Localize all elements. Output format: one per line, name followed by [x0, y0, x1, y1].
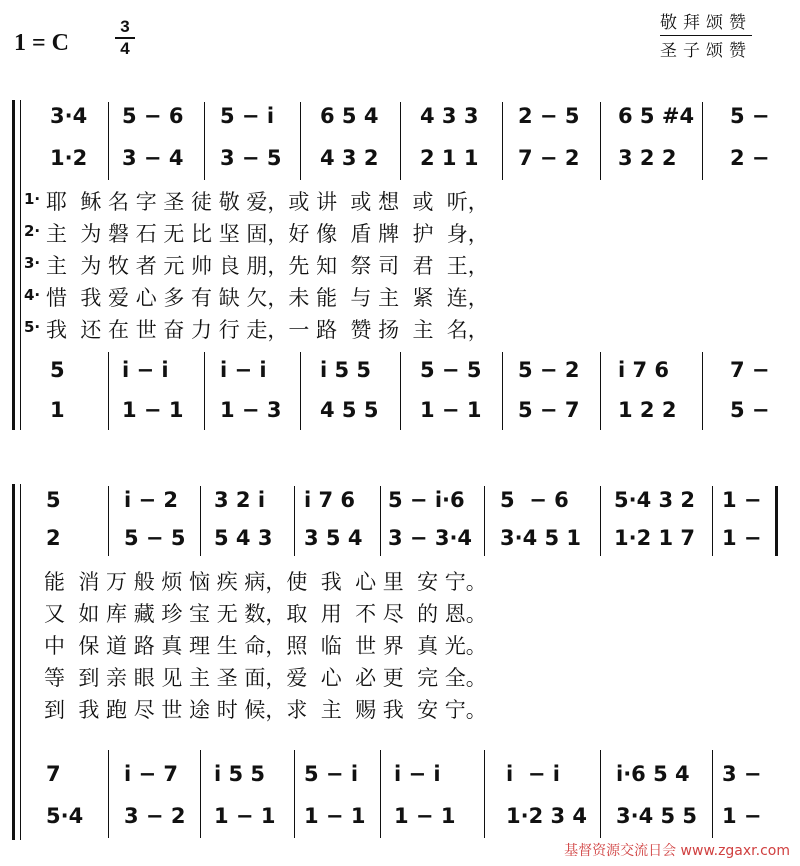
time-bottom: 4: [120, 39, 130, 58]
soprano-row: [0, 104, 800, 134]
notes: 3 2 2: [618, 146, 677, 170]
soprano-row: [0, 488, 800, 518]
notes: 5·4 3 2: [614, 488, 696, 512]
notes: 3 − 2: [124, 804, 186, 828]
system-2: [0, 478, 800, 848]
notes: 3·4 5 5: [616, 804, 698, 828]
notes: 2 1 1: [420, 146, 479, 170]
notes: 5 4 3: [214, 526, 273, 550]
key-signature: 1 = C: [14, 30, 70, 56]
notes: 3 − 5: [220, 146, 282, 170]
notes: 2 −: [730, 146, 770, 170]
notes: 1 −: [722, 804, 762, 828]
notes: 6 5 #4: [618, 104, 695, 128]
bass-row: [0, 804, 800, 834]
notes: 2 − 5: [518, 104, 580, 128]
notes: 5 − 6: [122, 104, 184, 128]
lyric-verse-3: 中 保 道 路 真 理 生 命，照 临 世 界 真 光。: [44, 634, 487, 658]
lyric-verse-5: 到 我 跑 尽 世 途 时 候，求 主 赐 我 安 宁。: [44, 698, 487, 722]
lyric-verse-5: 5· 我 还 在 世 奋 力 行 走，一 路 赞 扬 主 名，: [24, 318, 489, 342]
notes: 1·2 3 4: [506, 804, 588, 828]
notes: i − i: [122, 358, 169, 382]
notes: 3 −: [722, 762, 762, 786]
alto-row: [0, 146, 800, 176]
notes: i − i: [220, 358, 267, 382]
lyric-verse-3: 3· 主 为 牧 者 元 帅 良 朋，先 知 祭 司 君 王，: [24, 254, 489, 278]
notes: 5 − 2: [518, 358, 580, 382]
notes: 5: [46, 488, 61, 512]
notes: 3 2 i: [214, 488, 266, 512]
category-1: 敬拜颂赞: [660, 8, 752, 36]
tenor-row: [0, 358, 800, 388]
notes: 1 − 1: [122, 398, 184, 422]
notes: 3 − 4: [122, 146, 184, 170]
notes: i 7 6: [618, 358, 670, 382]
lyric-verse-2: 又 如 库 藏 珍 宝 无 数，取 用 不 尽 的 恩。: [44, 602, 487, 626]
notes: 6 5 4: [320, 104, 379, 128]
time-top: 3: [120, 17, 130, 36]
notes: 1: [50, 398, 65, 422]
notes: 1 −: [722, 526, 762, 550]
notes: 7: [46, 762, 61, 786]
bass-row: [0, 398, 800, 428]
time-signature: [115, 18, 135, 58]
lyric-verse-4: 等 到 亲 眼 见 主 圣 面，爱 心 必 更 完 全。: [44, 666, 487, 690]
notes: 5 − 7: [518, 398, 580, 422]
notes: 1 2 2: [618, 398, 677, 422]
notes: 1 − 1: [304, 804, 366, 828]
lyric-verse-1: 1· 耶 稣 名 字 圣 徒 敬 爱，或 讲 或 想 或 听，: [24, 190, 489, 214]
notes: 3 5 4: [304, 526, 363, 550]
notes: 5 − i: [304, 762, 359, 786]
notes: 5 − i: [220, 104, 275, 128]
notes: 5 − i·6: [388, 488, 465, 512]
notes: 1 − 1: [394, 804, 456, 828]
notes: i − 7: [124, 762, 179, 786]
category-2: 圣子颂赞: [660, 41, 752, 61]
notes: i 5 5: [214, 762, 266, 786]
notes: i − i: [506, 762, 560, 786]
lyric-verse-1: 能 消 万 般 烦 恼 疾 病，使 我 心 里 安 宁。: [44, 570, 487, 594]
notes: 7 −: [730, 358, 770, 382]
notes: 5 − 5: [124, 526, 186, 550]
notes: 1 −: [722, 488, 762, 512]
notes: i − 2: [124, 488, 179, 512]
notes: 5 −: [730, 104, 770, 128]
notes: 5 − 6: [500, 488, 569, 512]
notes: 3·4 5 1: [500, 526, 582, 550]
notes: i 7 6: [304, 488, 356, 512]
system-1: [0, 90, 800, 435]
notes: 4 5 5: [320, 398, 379, 422]
notes: 4 3 2: [320, 146, 379, 170]
notes: 1 − 3: [220, 398, 282, 422]
notes: i − i: [394, 762, 441, 786]
notes: 1·2: [50, 146, 88, 170]
notes: i 5 5: [320, 358, 372, 382]
notes: 7 − 2: [518, 146, 580, 170]
notes: 5 − 5: [420, 358, 482, 382]
tenor-row: [0, 762, 800, 792]
notes: 1·2 1 7: [614, 526, 696, 550]
alto-row: [0, 526, 800, 556]
notes: 3 − 3·4: [388, 526, 473, 550]
notes: 2: [46, 526, 61, 550]
notes: 5 −: [730, 398, 770, 422]
notes: i·6 5 4: [616, 762, 690, 786]
notes: 1 − 1: [420, 398, 482, 422]
notes: 3·4: [50, 104, 88, 128]
lyric-verse-4: 4· 惜 我 爱 心 多 有 缺 欠，未 能 与 主 紧 连，: [24, 286, 489, 310]
notes: 5: [50, 358, 65, 382]
lyric-verse-2: 2· 主 为 磐 石 无 比 坚 固，好 像 盾 牌 护 身，: [24, 222, 489, 246]
watermark: 基督资源交流日会 www.zgaxr.com: [564, 843, 790, 859]
notes: 1 − 1: [214, 804, 276, 828]
notes: 5·4: [46, 804, 84, 828]
notes: 4 3 3: [420, 104, 479, 128]
